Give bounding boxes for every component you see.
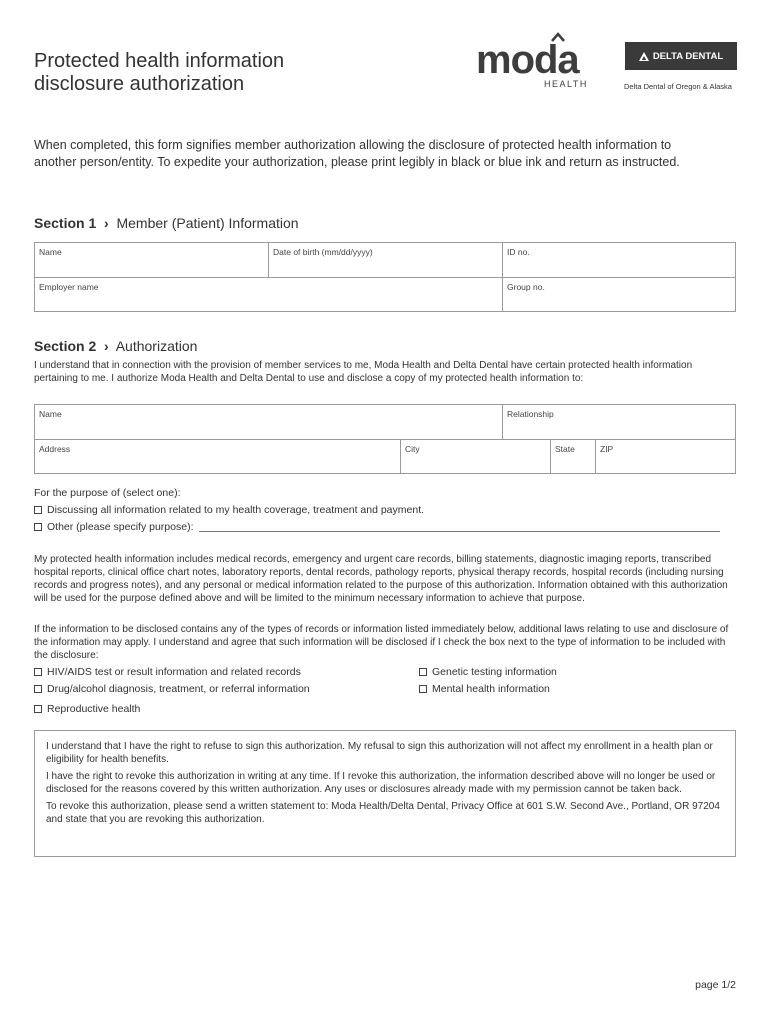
sensitive-option-hiv[interactable] — [34, 666, 301, 678]
intro-text: When completed, this form signifies member authorization allowing the disclosure of protected health information to another person/entity. To expedite your authorization, please print legibly in black or blue ink and return as instructed. — [34, 138, 680, 169]
city-label: City — [405, 444, 420, 454]
sensitive-info-text: If the information to be disclosed contains any of the types of records or information listed immediately below, additional laws relating to use and disclosure of the information may apply. I understand and agree that such information will be disclosed if I check the box next to the type of information to be included with the disclosure: — [34, 624, 729, 661]
notice-revoke-instructions: To revoke this authorization, please send a written statement to: Moda Health/Delta Dental, Privacy Office at 601 S.W. Second Ave., Portland, OR 97204 and state that you are revoking this authorization. — [46, 801, 720, 825]
checkbox[interactable] — [34, 685, 42, 693]
sensitive-option-genetic-label: Genetic testing information — [432, 666, 557, 678]
sensitive-option-hiv-label: HIV/AIDS test or result information and related records — [47, 666, 301, 678]
sensitive-option-drug-label: Drug/alcohol diagnosis, treatment, or referral information — [47, 683, 310, 695]
section-1-label: Section 1 — [34, 215, 97, 231]
title-line-1: Protected health information — [34, 50, 285, 72]
page-number: page 1/2 — [695, 979, 736, 991]
section-chevron-icon: › — [100, 338, 113, 354]
recipient-info-table — [34, 404, 736, 474]
other-purpose-input[interactable] — [199, 522, 720, 532]
address-label: Address — [39, 444, 71, 454]
group-no-field[interactable] — [503, 278, 735, 311]
phi-description: My protected health information includes medical records, emergency and urgent care records, billing statements, diagnostic imaging reports, transcribed hospital reports, clinical office chart notes, laboratory reports, dental records, pathology reports, physical therapy records, hospital records (including nursing records and progress notes), and any personal or medical information related to the purpose of this authorization. Information obtained with this authorization will be used for the purpose defined above and will be limited to the minimum necessary information to achieve that purpose. — [34, 554, 728, 604]
authorization-text: I understand that in connection with the provision of member services to me, Moda Health and Delta Dental have certain protected health information pertaining to me. I authorize Moda Health and Delta Dental to use and disclose a copy of my protected health information to: — [34, 360, 693, 384]
moda-health-logo — [476, 32, 594, 92]
section-2-label: Section 2 — [34, 338, 97, 354]
section-1-title: Member (Patient) Information — [116, 215, 299, 231]
member-info-table — [34, 242, 736, 312]
delta-dental-logo — [625, 42, 737, 70]
member-dob-field[interactable] — [269, 243, 502, 277]
purpose-option-discussing-label: Discussing all information related to my health coverage, treatment and payment. — [47, 504, 425, 516]
delta-dental-caption: Delta Dental of Oregon & Alaska — [624, 82, 732, 91]
address-field[interactable] — [35, 440, 400, 473]
sensitive-option-mental-label: Mental health information — [432, 683, 550, 695]
relationship-field[interactable] — [503, 405, 735, 439]
delta-dental-wordmark: DELTA DENTAL — [652, 50, 724, 62]
sensitive-option-mental[interactable] — [419, 683, 550, 695]
relationship-label: Relationship — [507, 409, 554, 419]
moda-health-text: HEALTH — [544, 79, 588, 89]
employer-name-label: Employer name — [39, 282, 99, 292]
purpose-option-other-label: Other (please specify purpose): — [47, 521, 194, 533]
section-2-heading — [34, 338, 197, 354]
checkbox[interactable] — [34, 523, 42, 531]
city-field[interactable] — [401, 440, 550, 473]
section-1-heading — [34, 215, 299, 231]
sensitive-option-reproductive-label: Reproductive health — [47, 703, 141, 715]
rights-notice-box — [34, 730, 736, 857]
notice-refuse-text: I understand that I have the right to refuse to sign this authorization. My refusal to sign this authorization will not affect my enrollment in a health plan or eligibility for health benefits. — [46, 741, 713, 765]
purpose-label: For the purpose of (select one): — [34, 487, 181, 499]
state-label: State — [555, 444, 575, 454]
checkbox[interactable] — [34, 506, 42, 514]
zip-label: ZIP — [600, 444, 614, 454]
sensitive-option-drug[interactable] — [34, 683, 310, 695]
member-dob-label: Date of birth (mm/dd/yyyy) — [273, 247, 373, 257]
member-id-label: ID no. — [507, 247, 530, 257]
delta-triangle-icon — [639, 52, 649, 61]
member-id-field[interactable] — [503, 243, 735, 277]
section-chevron-icon: › — [100, 215, 113, 231]
title-line-2: disclosure authorization — [34, 73, 245, 95]
page-title — [34, 50, 374, 96]
zip-field[interactable] — [596, 440, 735, 473]
checkbox[interactable] — [419, 685, 427, 693]
checkbox[interactable] — [34, 668, 42, 676]
member-name-label: Name — [39, 247, 62, 257]
state-field[interactable] — [551, 440, 595, 473]
moda-wordmark: moda — [476, 38, 579, 82]
recipient-name-field[interactable] — [35, 405, 502, 439]
notice-revoke-text: I have the right to revoke this authorization in writing at any time. If I revoke this authorization, the information described above will no longer be used or disclosed for the reasons covered by this written authorization. Any uses or disclosures already made with my permission cannot be taken back. — [46, 771, 716, 795]
purpose-option-other[interactable] — [34, 521, 720, 533]
recipient-name-label: Name — [39, 409, 62, 419]
sensitive-option-genetic[interactable] — [419, 666, 557, 678]
checkbox[interactable] — [419, 668, 427, 676]
purpose-option-discussing[interactable] — [34, 504, 424, 516]
section-2-title: Authorization — [115, 338, 198, 354]
member-name-field[interactable] — [35, 243, 268, 277]
employer-name-field[interactable] — [35, 278, 502, 311]
group-no-label: Group no. — [507, 282, 545, 292]
checkbox[interactable] — [34, 705, 42, 713]
sensitive-option-reproductive[interactable] — [34, 703, 140, 715]
